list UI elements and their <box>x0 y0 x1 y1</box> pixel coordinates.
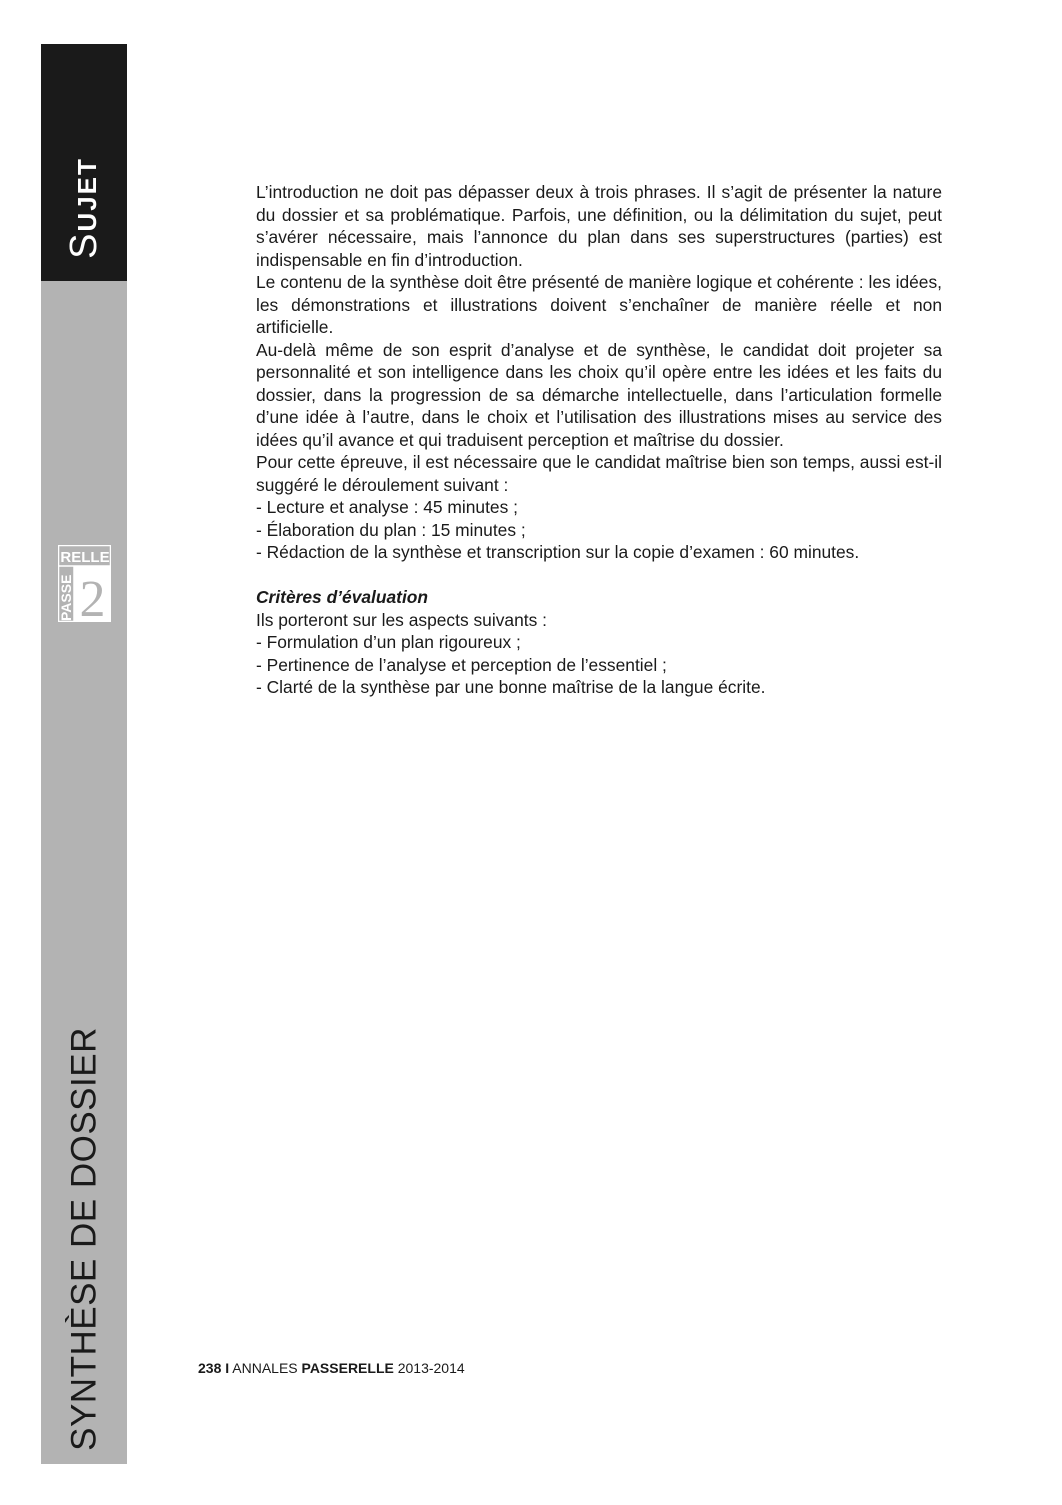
tab-label-rest: UJET <box>72 157 102 232</box>
paragraph-contenu: Le contenu de la synthèse doit être présenté de manière logique et cohérente : les idées, les démonstrations et illustrations doivent s’enchaîner de manière réelle et non artificielle. <box>256 272 942 337</box>
footer-separator: I <box>225 1360 230 1376</box>
paragraph-introduction: L’introduction ne doit pas dépasser deux à trois phrases. Il s’agit de présenter la nature du dossier et sa problématique. Parfois, une définition, ou la délimitation du sujet, peut s’avérer nécessaire, mais l’annonce du plan dans ses superstructures (parties) est indispensable en fin d’introduction. <box>256 182 942 270</box>
timing-item: - Rédaction de la synthèse et transcription sur la copie d’examen : 60 minutes. <box>256 542 860 562</box>
criteria-heading: Critères d’évaluation <box>256 587 429 607</box>
sidebar-tab <box>41 44 127 281</box>
passerelle-2-logo <box>58 545 111 622</box>
section-title: SYNTHÈSE DE DOSSIER <box>64 1027 104 1451</box>
criteria-item: - Pertinence de l’analyse et perception de l’essentiel ; <box>256 654 667 675</box>
main-content <box>256 181 942 699</box>
logo-top-text: RELLE <box>60 549 110 566</box>
sidebar <box>41 44 127 1464</box>
criteria-item: - Formulation d’un plan rigoureux ; <box>256 632 521 652</box>
paragraph-epreuve: Pour cette épreuve, il est nécessaire que le candidat maîtrise bien son temps, aussi est-il suggéré le déroulement suivant : <box>256 452 942 495</box>
criteria-item: - Clarté de la synthèse par une bonne maîtrise de la langue écrite. <box>256 677 766 697</box>
footer-brand: PASSERELLE <box>301 1360 394 1376</box>
spacer <box>256 564 942 587</box>
timing-item: - Élaboration du plan : 15 minutes ; <box>256 519 526 540</box>
paragraph-candidat: Au-delà même de son esprit d’analyse et de synthèse, le candidat doit projeter sa personnalité et son intelligence dans les choix qu’il opère entre les idées et les faits du dossier, dans la progression de sa démarche intellectuelle, dans l’articulation formelle d’une idée à l’autre, dans le choix et l’utilisation des illustrations mises au service des idées qu’il avance et qui traduisent perception et maîtrise du dossier. <box>256 339 942 450</box>
logo-number: 2 <box>79 571 106 622</box>
page-number: 238 <box>198 1360 222 1376</box>
footer-years: 2013-2014 <box>397 1360 465 1376</box>
timing-item: - Lecture et analyse : 45 minutes ; <box>256 497 518 517</box>
tab-label-first-letter: S <box>63 231 105 259</box>
tab-label-sujet <box>65 157 103 259</box>
criteria-intro: Ils porteront sur les aspects suivants : <box>256 609 547 630</box>
logo-side-text: PASSE <box>58 574 74 621</box>
page-footer <box>198 1360 465 1376</box>
footer-annales: ANNALES <box>232 1360 298 1376</box>
